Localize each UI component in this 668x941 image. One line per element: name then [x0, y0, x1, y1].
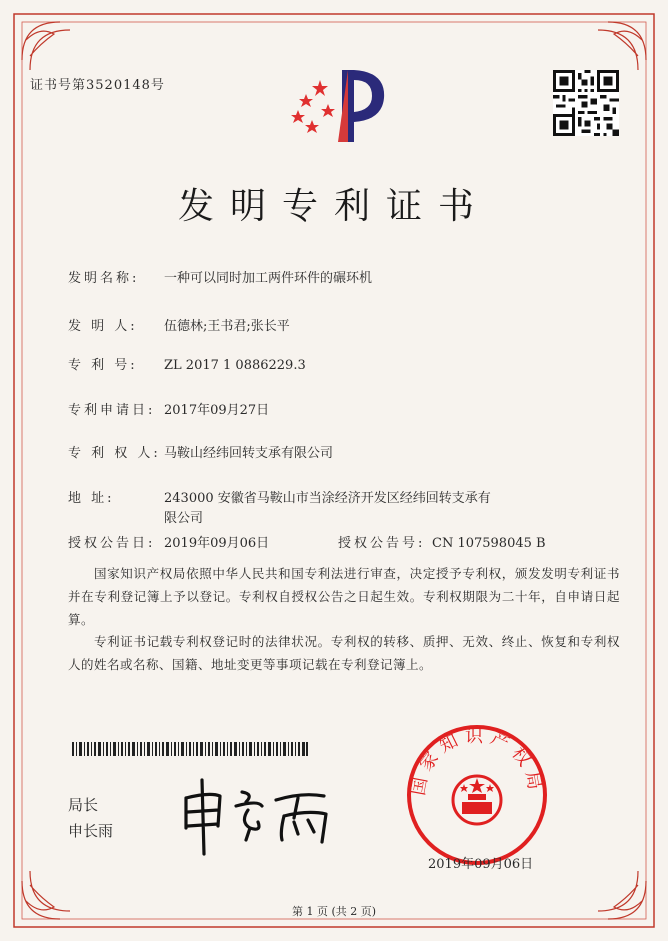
patent-office-logo: [282, 62, 392, 148]
field-grant-date: [68, 532, 269, 551]
barcode: [72, 742, 308, 756]
national-emblem-icon: [453, 776, 501, 824]
field-value: 限公司: [164, 511, 204, 526]
field-label: 专 利 号:: [68, 358, 138, 373]
field-address-continued: [164, 507, 203, 526]
seal-text: 国家知识产权局: [407, 725, 547, 798]
field-patent-number: [68, 354, 306, 373]
star-icon: [305, 120, 319, 133]
field-label: 授权公告号:: [338, 536, 426, 551]
certificate-number: 证书号第3520148号: [30, 78, 165, 93]
field-value: 243000 安徽省马鞍山市当涂经济开发区经纬回转支承有: [164, 491, 491, 506]
seal-date: 2019年09月06日: [428, 857, 534, 872]
field-inventors: [68, 315, 290, 334]
star-icon: [321, 104, 335, 117]
field-value: 伍德林;王书君;张长平: [164, 319, 290, 334]
star-icon: [299, 94, 313, 107]
field-address: [68, 487, 491, 506]
field-patentee: [68, 442, 333, 461]
director-name: 申长雨: [68, 822, 114, 840]
corner-ornament-top-left: [22, 22, 70, 70]
corner-ornament-top-right: [598, 22, 646, 70]
field-grant-number: [338, 532, 546, 551]
field-label: 地 址:: [68, 491, 115, 506]
field-value: CN 107598045 B: [432, 536, 546, 551]
field-label: 授权公告日:: [68, 536, 156, 551]
field-label: 专 利 权 人:: [68, 446, 161, 461]
star-icon: [291, 110, 305, 123]
field-invention-name: [68, 267, 372, 286]
body-paragraph: 国家知识产权局依照中华人民共和国专利法进行审查，决定授予专利权，颁发发明专利证书并在专利登记簿上予以登记。专利权自授权公告之日起生效。专利权期限为二十年，自申请日起算。: [68, 566, 620, 627]
star-icon: [312, 80, 328, 96]
director-title: 局长: [68, 796, 99, 814]
field-label: 专利申请日:: [68, 403, 156, 418]
field-value: ZL 2017 1 0886229.3: [164, 358, 306, 373]
field-value: 2017年09月27日: [164, 403, 270, 418]
field-value: 马鞍山经纬回转支承有限公司: [164, 446, 334, 461]
field-application-date: [68, 399, 269, 418]
field-value: 2019年09月06日: [164, 536, 270, 551]
handwritten-signature: [176, 770, 346, 856]
field-label: 发明名称:: [68, 271, 140, 286]
official-seal: [402, 720, 552, 870]
page-number: 第 1 页 (共 2 页): [291, 905, 377, 918]
field-value: 一种可以同时加工两件环件的碾环机: [164, 271, 373, 286]
body-paragraph: 专利证书记载专利权登记时的法律状况。专利权的转移、质押、无效、终止、恢复和专利权人的姓名或名称、国籍、地址变更等事项记载在专利登记簿上。: [68, 634, 620, 672]
page-title: 发明专利证书: [177, 186, 490, 227]
qr-code: [553, 70, 619, 136]
field-label: 发 明 人:: [68, 319, 138, 334]
